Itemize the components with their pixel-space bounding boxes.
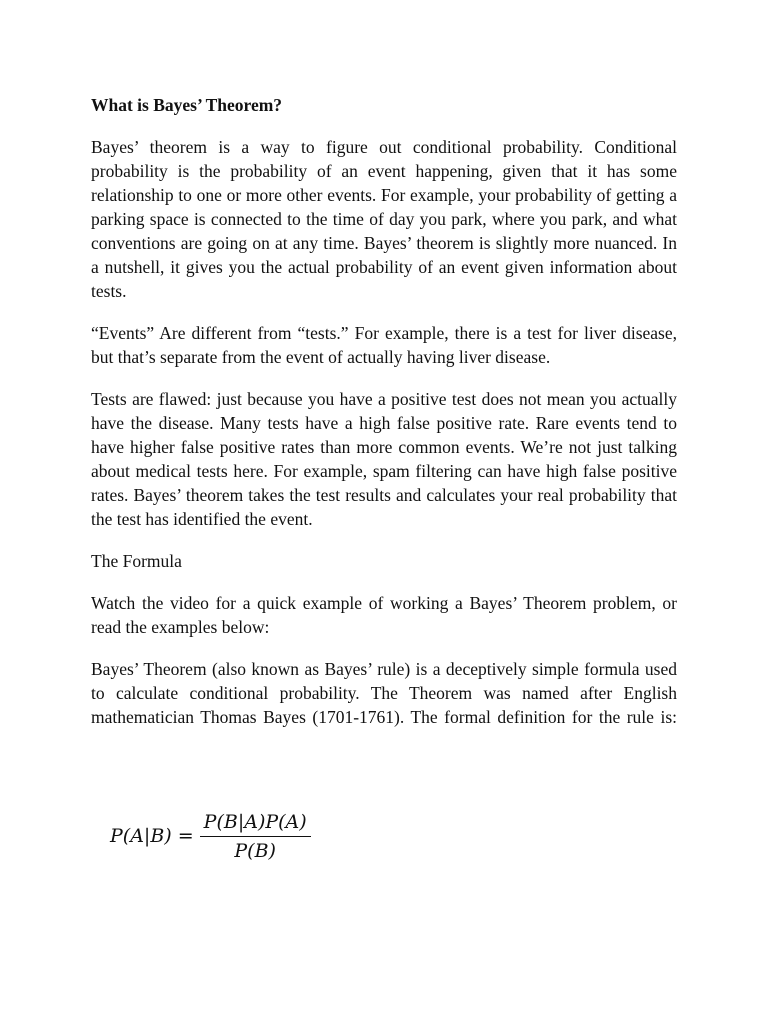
paragraph-definition: Bayes’ Theorem (also known as Bayes’ rule) is a deceptively simple formula used to calculate conditional probability. The Theorem was named after English mathematician Thomas Bayes (1701-1761). The formal definition for the rule is: [91, 659, 677, 727]
formula-lhs: P(A|B) = [110, 825, 194, 847]
formula-fraction [200, 811, 311, 862]
page-title: What is Bayes’ Theorem? [91, 95, 283, 115]
paragraph-flawed-tests: Tests are flawed: just because you have a positive test does not mean you actually have the disease. Many tests have a high false positive rate. Rare events tend to have higher false positive rates than more common events. We’re not just talking about medical tests here. For example, spam filtering can have high false positive rates. Bayes’ theorem takes the test results and calculates your real probability that the test has identified the event. [91, 389, 677, 529]
bayes-formula [110, 806, 311, 866]
formula-numerator: P(B|A)P(A) [200, 811, 311, 837]
paragraph-video: Watch the video for a quick example of working a Bayes’ Theorem problem, or read the examples below: [91, 593, 677, 637]
paragraph-intro: Bayes’ theorem is a way to figure out conditional probability. Conditional probability is the probability of an event happening, given that it has some relationship to one or more other events. For example, your probability of getting a parking space is connected to the time of day you park, where you park, and what conventions are going on at any time. Bayes’ theorem is slightly more nuanced. In a nutshell, it gives you the actual probability of an event given information about tests. [91, 137, 677, 301]
document-body [91, 93, 677, 729]
formula-denominator: P(B) [234, 839, 276, 862]
section-heading-formula: The Formula [91, 551, 182, 571]
paragraph-events-vs-tests: “Events” Are different from “tests.” For example, there is a test for liver disease, but that’s separate from the event of actually having liver disease. [91, 323, 677, 367]
